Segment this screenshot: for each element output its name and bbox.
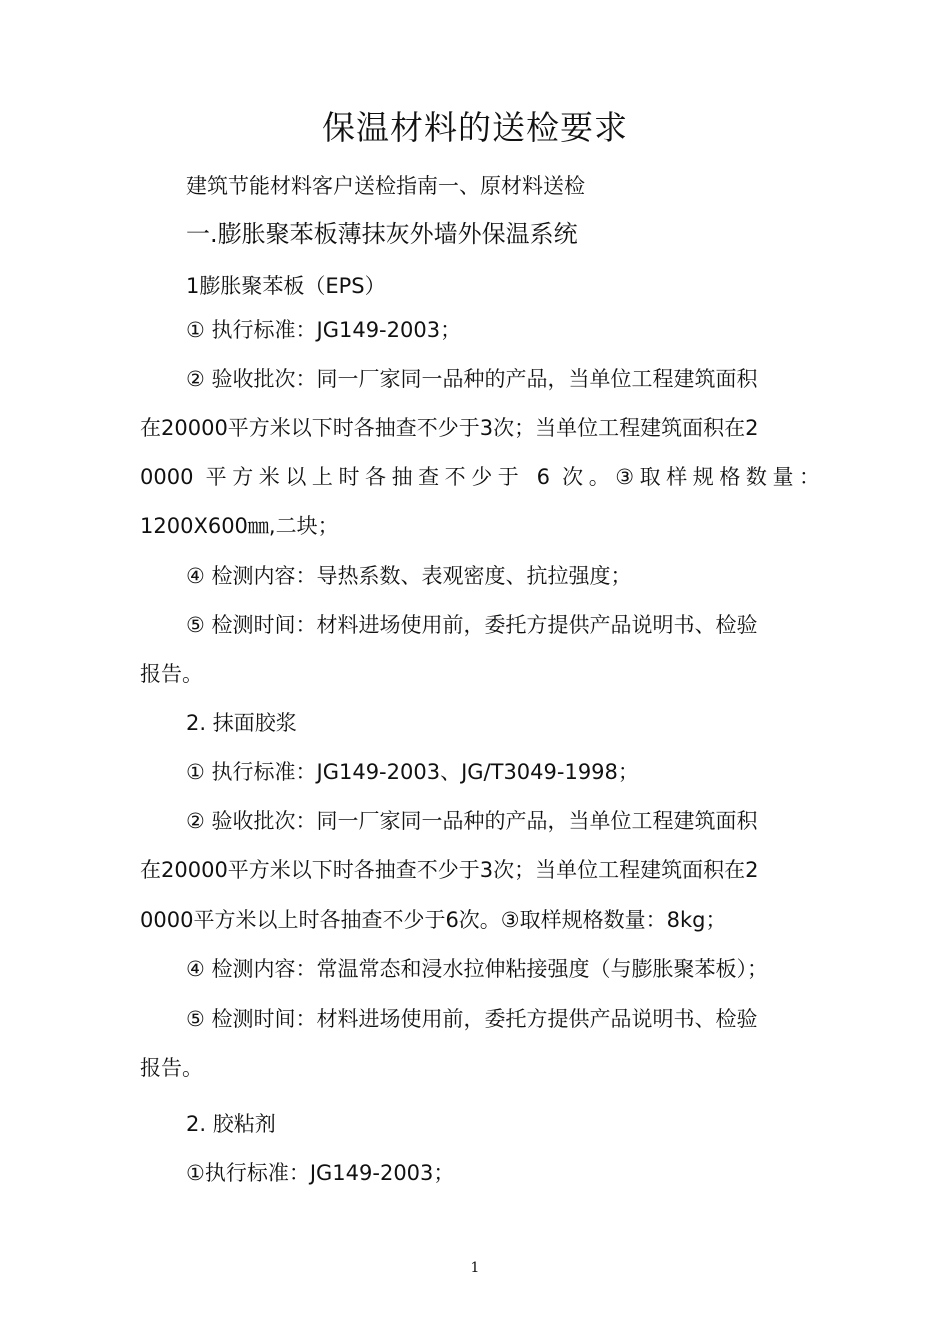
paragraph-line: 0000平方米以上时各抽查不少于6次。③取样规格数量：8kg； <box>140 908 727 932</box>
paragraph-line: ⑤ 检测时间：材料进场使用前，委托方提供产品说明书、检验 <box>186 1007 758 1031</box>
paragraph-line: 报告。 <box>140 662 203 686</box>
document-title: 保温材料的送检要求 <box>322 108 628 147</box>
paragraph-line: ①执行标准：JG149-2003； <box>186 1161 455 1185</box>
paragraph-line: ④ 检测内容：常温常态和浸水拉伸粘接强度（与膨胀聚苯板）； <box>186 957 768 981</box>
paragraph-line: ④ 检测内容：导热系数、表观密度、抗拉强度； <box>186 564 632 588</box>
paragraph-line: ⑤ 检测时间：材料进场使用前，委托方提供产品说明书、检验 <box>186 613 758 637</box>
paragraph-line: 在20000平方米以下时各抽查不少于3次；当单位工程建筑面积在2 <box>140 416 759 440</box>
document-subtitle: 建筑节能材料客户送检指南一、原材料送检 <box>186 174 585 198</box>
item-heading-eps: 1膨胀聚苯板（EPS） <box>186 274 386 298</box>
section-heading: 一.膨胀聚苯板薄抹灰外墙外保温系统 <box>186 220 578 248</box>
paragraph-line: ② 验收批次：同一厂家同一品种的产品，当单位工程建筑面积 <box>186 367 758 391</box>
item-heading-adhesive: 2. 胶粘剂 <box>186 1112 276 1136</box>
paragraph-line: 1200X600㎜,二块； <box>140 514 339 538</box>
page-number: 1 <box>470 1260 480 1276</box>
paragraph-line: ② 验收批次：同一厂家同一品种的产品，当单位工程建筑面积 <box>186 809 758 833</box>
paragraph-line: ① 执行标准：JG149-2003、JG/T3049-1998； <box>186 760 639 784</box>
paragraph-line: 报告。 <box>140 1056 203 1080</box>
paragraph-line: ① 执行标准：JG149-2003； <box>186 318 462 342</box>
paragraph-line: 在20000平方米以下时各抽查不少于3次；当单位工程建筑面积在2 <box>140 858 759 882</box>
paragraph-line: 0000 平方米以上时各抽查不少于 6 次。③取样规格数量： <box>140 465 820 489</box>
item-heading-mortar: 2. 抹面胶浆 <box>186 711 297 735</box>
